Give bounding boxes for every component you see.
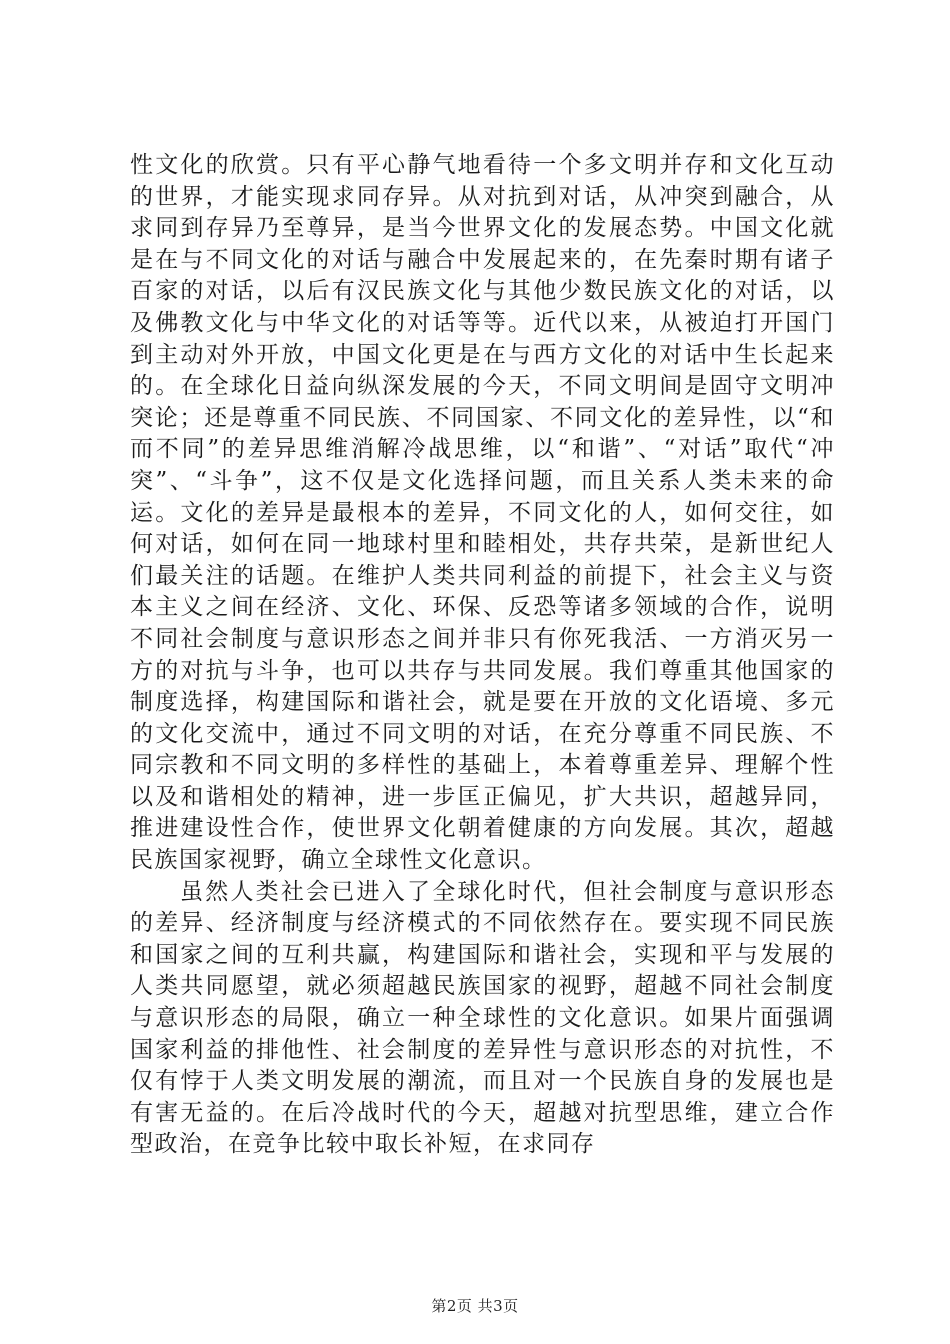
page-footer — [0, 1295, 950, 1316]
body-text — [130, 150, 835, 1161]
paragraph-1: 性文化的欣赏。只有平心静气地看待一个多文明并存和文化互动的世界，才能实现求同存异。从对抗到对话，从冲突到融合，从求同到存异乃至尊异，是当今世界文化的发展态势。中国文化就是在与不同文化的对话与融合中发展起来的，在先秦时期有诸子百家的对话，以后有汉民族文化与其他少数民族文化的对话，以及佛教文化与中华文化的对话等等。近代以来，从被迫打开国门到主动对外开放，中国文化更是在与西方文化的对话中生长起来的。在全球化日益向纵深发展的今天，不同文明间是固守文明冲突论；还是尊重不同民族、不同国家、不同文化的差异性，以“和而不同”的差异思维消解冷战思维，以“和谐”、“对话”取代“冲突”、“斗争”，这不仅是文化选择问题，而且关系人类未来的命运。文化的差异是最根本的差异，不同文化的人，如何交往，如何对话，如何在同一地球村里和睦相处，共存共荣，是新世纪人们最关注的话题。在维护人类共同利益的前提下，社会主义与资本主义之间在经济、文化、环保、反恐等诸多领域的合作，说明不同社会制度与意识形态之间并非只有你死我活、一方消灭另一方的对抗与斗争，也可以共存与共同发展。我们尊重其他国家的制度选择，构建国际和谐社会，就是要在开放的文化语境、多元的文化交流中，通过不同文明的对话，在充分尊重不同民族、不同宗教和不同文明的多样性的基础上，本着尊重差异、理解个性以及和谐相处的精神，进一步匡正偏见，扩大共识，超越异同，推进建设性合作，使世界文化朝着健康的方向发展。其次，超越民族国家视野，确立全球性文化意识。 — [130, 152, 835, 874]
paragraph-2: 虽然人类社会已进入了全球化时代，但社会制度与意识形态的差异、经济制度与经济模式的不同依然存在。要实现不同民族和国家之间的互利共赢，构建国际和谐社会，实现和平与发展的人类共同愿望，就必须超越民族国家的视野，超越不同社会制度与意识形态的局限，确立一种全球性的文化意识。如果片面强调国家利益的排他性、社会制度的差异性与意识形态的对抗性，不仅有悖于人类文明发展的潮流，而且对一个民族自身的发展也是有害无益的。在后冷战时代的今天，超越对抗型思维，建立合作型政治，在竞争比较中取长补短，在求同存 — [130, 878, 835, 1158]
page-number-label: 第2页 共3页 — [431, 1297, 519, 1315]
